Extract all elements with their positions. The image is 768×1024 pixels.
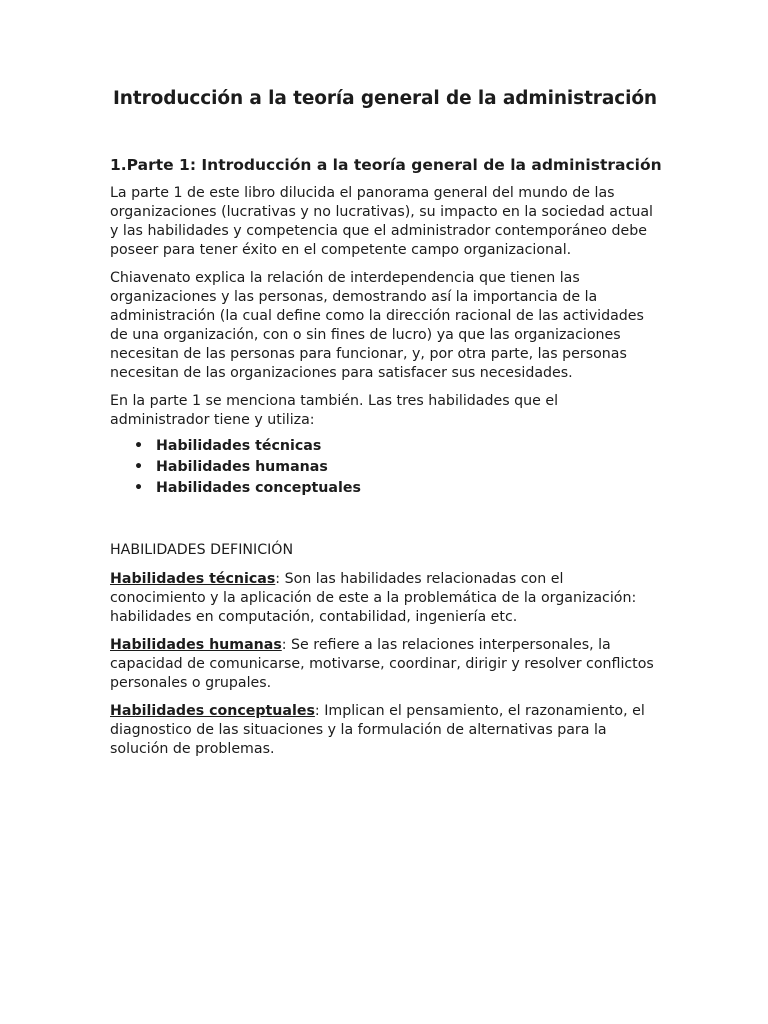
bullet-icon: • bbox=[134, 459, 144, 475]
definition-term: Habilidades conceptuales bbox=[110, 703, 315, 719]
definition-text: : Se refiere a las relaciones interpersonales, la capacidad de comunicarse, motivarse, coordinar, dirigir y resolver conflictos personales o grupales. bbox=[110, 637, 654, 691]
definition-technical bbox=[110, 570, 660, 627]
bullet-icon: • bbox=[134, 438, 144, 454]
document-title: Introducción a la teoría general de la administración bbox=[112, 88, 658, 109]
skill-label: Habilidades conceptuales bbox=[156, 480, 361, 496]
skill-label: Habilidades técnicas bbox=[156, 438, 322, 454]
bullet-icon: • bbox=[134, 480, 144, 496]
paragraph-overview: La parte 1 de este libro dilucida el panorama general del mundo de las organizaciones (lucrativas y no lucrativas), su impacto en la sociedad actual y las habilidades y competencia que el administrador contemporáneo debe poseer para tener éxito en el competente campo organizacional. bbox=[110, 185, 653, 258]
section-heading: 1.Parte 1: Introducción a la teoría general de la administración bbox=[110, 156, 662, 174]
paragraph-interdependence: Chiavenato explica la relación de interdependencia que tienen las organizaciones y las personas, demostrando así la importancia de la administración (la cual define como la dirección racional de las actividades de una organización, con o sin fines de lucro) ya que las organizaciones necesitan de las personas para funcionar, y, por otra parte, las personas necesitan de las organizaciones para satisfacer sus necesidades. bbox=[110, 270, 644, 381]
list-item bbox=[134, 478, 660, 499]
definition-text: : Son las habilidades relacionadas con el conocimiento y la aplicación de este a la problemática de la organización: habilidades en computación, contabilidad, ingeniería etc. bbox=[110, 571, 637, 625]
definition-term: Habilidades técnicas bbox=[110, 571, 276, 587]
list-item bbox=[134, 436, 660, 457]
paragraph-skills-intro: En la parte 1 se menciona también. Las tres habilidades que el administrador tiene y utiliza: bbox=[110, 393, 559, 428]
skill-label: Habilidades humanas bbox=[156, 459, 328, 475]
list-item bbox=[134, 457, 660, 478]
definition-text: : Implican el pensamiento, el razonamiento, el diagnostico de las situaciones y la formulación de alternativas para la solución de problemas. bbox=[110, 703, 645, 757]
definition-human bbox=[110, 636, 660, 693]
definitions-heading: HABILIDADES DEFINICIÓN bbox=[110, 542, 294, 558]
definition-conceptual bbox=[110, 702, 660, 759]
skills-list bbox=[110, 436, 660, 499]
definition-term: Habilidades humanas bbox=[110, 637, 282, 653]
